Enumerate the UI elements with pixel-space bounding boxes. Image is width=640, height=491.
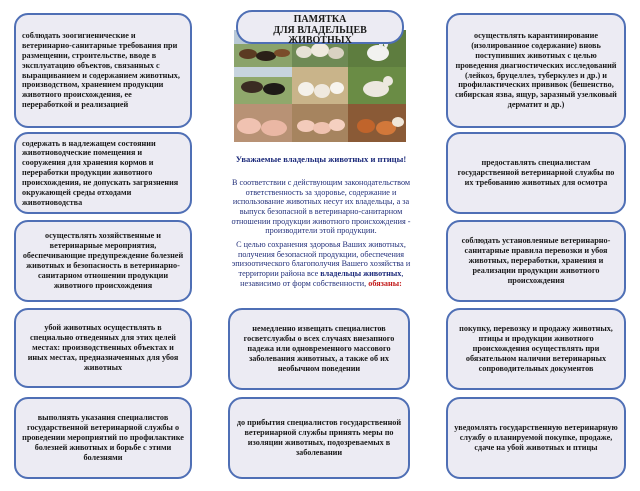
left-box-3 (14, 220, 192, 302)
right-box-4-text: покупку, перевозку и продажу животных, птицы и продукции животного происхождения осуществлять при обязательном наличии ветеринарных сопроводительных документов (459, 324, 613, 373)
left-box-5-text: выполнять указания специалистов государственной ветеринарной службы о проведении мероприятий по профилактике болезней животных и борьбе с этими болезнями (22, 413, 184, 462)
left-box-4-text: убой животных осуществлять в специально отведенных для этих целей местах: производственных объектах и иных местах, предназначенных для убоя животных (27, 323, 179, 372)
right-box-1-text: осуществлять карантинирование (изолированное содержание) вновь поступивших животных с целью проведения диагностических исследований (лейкоз, бруцеллез, туберкулез и др.) и профилактических прививок (бешенство, сибирская язва, ящур, заразный узелковый дерматит и др.) (455, 31, 617, 110)
right-box-5-text: уведомлять государственную ветеринарную службу о планируемой покупке, продаже, сдаче на убой животных и птицы (454, 423, 618, 452)
right-box-4 (446, 308, 626, 390)
title-line-2: ДЛЯ ВЛАДЕЛЬЦЕВ (273, 24, 367, 36)
right-box-3 (446, 220, 626, 302)
right-box-1 (446, 13, 626, 128)
intro-paragraph: В соответствии с действующим законодательством ответственность за здоровье, содержание и использование животных несут их владельцы, а за выпуск безопасной в ветеринарно-санитарном отношении продукции животного происхождения - производители этой продукции. (231, 178, 411, 236)
center-box-1 (228, 308, 410, 390)
animal-photo-collage (234, 30, 406, 142)
right-box-2 (446, 132, 626, 214)
pigs-photo (234, 104, 292, 142)
left-box-4 (14, 308, 192, 388)
left-box-1-text: соблюдать зоогигиенические и ветеринарно-санитарные требования при размещении, строительстве, вводе в эксплуатацию объектов, связанных с выращиванием и содержанием животных, производством, хранением продукции животного происхождения, ее переработкой и реализацией (22, 31, 180, 110)
piglets-photo (292, 104, 348, 142)
left-box-1 (14, 13, 192, 128)
goat-photo (348, 67, 406, 104)
poultry-photo (348, 104, 406, 142)
page-title (236, 10, 404, 44)
chickens-photo (292, 67, 348, 104)
left-box-2-text: содержать в надлежащем состоянии животноводческие помещения и сооружения для хранения кормов и переработки продукции животного происхождения, не допускать загрязнения окружающей среды отходами животноводства (22, 138, 179, 207)
title-line-3: ЖИВОТНЫХ (288, 35, 352, 46)
obligation-paragraph (222, 240, 420, 288)
left-box-3-text: осуществлять хозяйственные и ветеринарные мероприятия, обеспечивающие предупреждение болезней животных и безопасность в ветеринарно-санитарном отношении продукции животного происхождения (22, 231, 184, 290)
horses-photo (234, 67, 292, 104)
center-box-2-text: до прибытия специалистов государственной ветеринарной службы принять меры по изоляции животных, подозреваемых в заболевании (236, 418, 402, 457)
center-box-1-text: немедленно извещать специалистов госветслужбы о всех случаях внезапного падежа или одновременного массового заболевания животных, а также об их необычном поведении (243, 324, 395, 373)
obligation-must: обязаны: (368, 278, 402, 288)
obligation-text: С целью сохранения здоровья Ваших животных, получения безопасной продукции, обеспечения эпизоотического благополучия Вашего хозяйства и территории района все (231, 240, 411, 279)
obligation-emphasis: владельцы животных (320, 269, 402, 279)
left-box-5 (14, 397, 192, 479)
greeting: Уважаемые владельцы животных и птицы! (235, 154, 407, 164)
right-box-2-text: предоставлять специалистам государственной ветеринарной службы по их требованию животных для осмотра (457, 158, 615, 187)
right-box-3-text: соблюдать установленные ветеринарно-санитарные правила перевозки и убоя животных, переработки, хранения и реализации продукции животного происхождения (461, 236, 611, 285)
right-box-5 (446, 397, 626, 479)
title-line-1: ПАМЯТКА (293, 14, 347, 25)
left-box-2 (14, 132, 192, 214)
center-box-2 (228, 397, 410, 479)
obligation-text-after: , независимо от форм собственности, (240, 269, 404, 288)
